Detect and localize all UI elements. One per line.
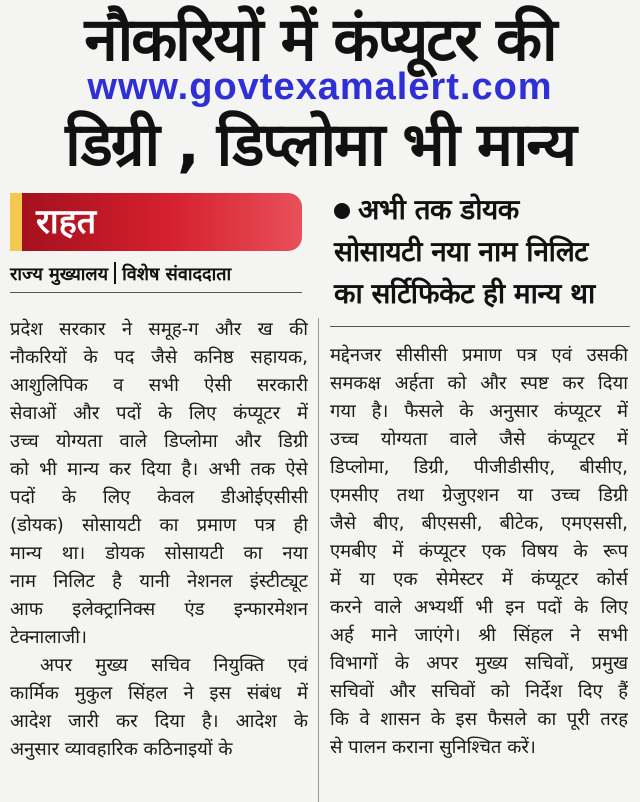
- text-line: नाम निलिट है यानी नेशनल इंस्टीट्यूट: [10, 571, 308, 592]
- byline-separator: [114, 262, 116, 284]
- text-line: एमसीए तथा ग्रेजुएशन या उच्च डिग्री: [330, 485, 628, 506]
- section-tag-label: राहत: [36, 202, 97, 242]
- column-divider: [318, 318, 319, 802]
- text-line: मद्देनजर सीसीसी प्रमाण पत्र एवं उसकी: [330, 345, 628, 366]
- text-line: उच्च योग्यता वाले डिप्लोमा और डिग्री: [10, 431, 308, 452]
- pullquote-line-2: सोसायटी नया नाम निलिट: [334, 235, 588, 268]
- left-column: [10, 316, 308, 764]
- text-line: विभागों के अपर मुख्य सचिवों, प्रमुख: [330, 653, 628, 674]
- text-line: टेक्नालाजी।: [10, 627, 87, 648]
- text-line: से पालन कराना सुनिश्चित करें।: [330, 737, 536, 758]
- text-line: पदों के लिए केवल डीओईएसीसी: [10, 487, 308, 508]
- text-line: अनुसार व्यावहारिक कठिनाइयों के: [10, 739, 233, 760]
- text-line: सेवाओं और पदों के लिए कंप्यूटर में: [10, 403, 308, 424]
- text-line: आफ इलेक्ट्रानिक्स एंड इन्फारमेशन: [10, 599, 308, 620]
- byline-place: राज्य मुख्यालय: [10, 264, 109, 285]
- text-line: में या एक सेमेस्टर में कंप्यूटर कोर्स: [330, 569, 628, 590]
- headline-line-2: डिग्री , डिप्लोमा भी मान्य: [65, 110, 575, 180]
- text-line: अपर मुख्य सचिव नियुक्ति एवं: [40, 655, 308, 676]
- text-line: कि वे शासन के इस फैसले का पूरी तरह: [330, 709, 628, 730]
- bullet-icon: [334, 203, 350, 219]
- text-line: अर्ह माने जाएंगे। श्री सिंहल ने सभी: [330, 625, 628, 646]
- text-line: आदेश जारी कर दिया है। आदेश के: [10, 711, 308, 732]
- right-column: [330, 342, 628, 762]
- pullquote-line-3: का सर्टिफिकेट ही मान्य था: [334, 277, 595, 310]
- text-line: (डोयक) सोसायटी का प्रमाण पत्र ही: [10, 515, 308, 536]
- text-line: कार्मिक मुकुल सिंहल ने इस संबंध में: [10, 683, 308, 704]
- text-line: आशुलिपिक व सभी ऐसी सरकारी: [10, 375, 308, 396]
- text-line: डिप्लोमा, डिग्री, पीजीडीसीए, बीसीए,: [330, 457, 628, 478]
- watermark-url: www.govtexamalert.com: [87, 66, 553, 108]
- text-line: प्रदेश सरकार ने समूह-ग और ख की: [10, 319, 308, 340]
- byline: [10, 262, 310, 288]
- headline-line-1: नौकरियों में कंप्यूटर की: [84, 5, 556, 75]
- section-tag-stripe: [10, 193, 22, 251]
- text-line: मान्य था। डोयक सोसायटी का नया: [10, 543, 308, 564]
- byline-reporter: विशेष संवाददाता: [122, 264, 232, 285]
- byline-rule: [10, 292, 302, 293]
- text-line: को भी मान्य कर दिया है। अभी तक ऐसे: [10, 459, 308, 480]
- text-line: नौकरियों के पद जैसे कनिष्ठ सहायक,: [10, 347, 308, 368]
- text-line: समकक्ष अर्हता को और स्पष्ट कर दिया: [330, 373, 628, 394]
- text-line: करने वाले अभ्यर्थी भी इन पदों के लिए: [330, 597, 628, 618]
- text-line: जैसे बीए, बीएससी, बीटेक, एमएससी,: [330, 513, 628, 534]
- text-line: गया है। फैसले के अनुसार कंप्यूटर में: [330, 401, 628, 422]
- text-line: उच्च योग्यता वाले जैसे कंप्यूटर में: [330, 429, 628, 450]
- pullquote-rule: [330, 326, 630, 327]
- text-line: सचिवों और सचिवों को निर्देश दिए हैं: [330, 681, 628, 702]
- text-line: एमबीए में कंप्यूटर एक विषय के रूप: [330, 541, 628, 562]
- pullquote-line-1: अभी तक डोयक: [358, 193, 519, 226]
